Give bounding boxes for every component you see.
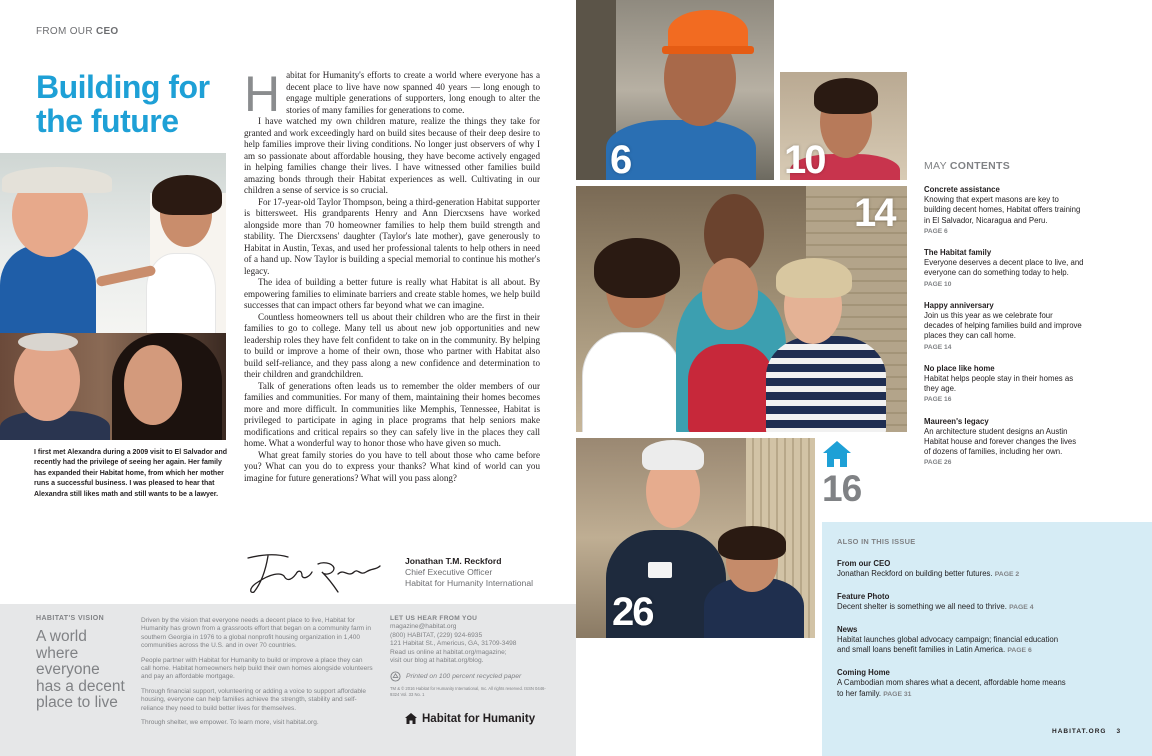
footer-site[interactable]: HABITAT.ORG: [1052, 728, 1107, 735]
page-title: Building for the future: [36, 69, 210, 139]
letter-paragraph: Habitat for Humanity's efforts to create a world where everyone has a decent place to live have now spanned 40 years — long enough to engage multiple generations of supporters, long enough to alter the stories of many families for generations to come.: [244, 66, 540, 122]
vision-label: HABITAT'S VISION: [36, 615, 105, 622]
contact-title: LET US HEAR FROM YOU: [390, 615, 478, 622]
recycled-note: Printed on 100 percent recycled paper: [390, 671, 521, 682]
legal-text: TM & © 2016 Habitat for Humanity International, Inc. All rights reserved. ISSN 0446-9324 Vol. 33 No. 1: [390, 686, 546, 697]
house-icon: [822, 440, 852, 468]
signer-name: Jonathan T.M. Reckford: [405, 556, 502, 566]
contents-item[interactable]: The Habitat family Everyone deserves a decent place to live, and everyone can do something today to help. PAGE 10: [924, 248, 1084, 288]
contents-list: [924, 185, 1084, 480]
habitat-logo: Habitat for Humanity: [404, 712, 535, 725]
letter-paragraph: I have watched my own children mature, realize the things they take for granted and work exceedingly hard on build sites because of their deep desire to help families improve their living conditions. No longer just observers of why I am so passionate about affordable housing, they have become actively engaged in helping families change their lives. I have witnessed other families build amazing bonds through their Habitat experiences as well. Cultivating in our children a sense of service is so crucial.: [244, 116, 540, 195]
also-item[interactable]: From our CEO Jonathan Reckford on building better futures. PAGE 2: [837, 559, 1020, 579]
contact-email[interactable]: magazine@habitat.org: [390, 623, 457, 631]
contents-item[interactable]: No place like home Habitat helps people stay in their homes as they age. PAGE 16: [924, 363, 1074, 404]
signer-title: Chief Executive Officer: [405, 567, 493, 577]
photo-number-6: 6: [610, 138, 631, 182]
section-label: FROM OUR CEO: [36, 26, 119, 37]
letter-paragraph: What great family stories do you have to tell about those who came before you? What can you do to express your thanks? What kind of world can you imagine for future generations? What will you pass along?: [244, 449, 540, 483]
contact-address: 121 Habitat St., Americus, GA, 31709-3498: [390, 640, 517, 648]
ceo-letter: [244, 66, 540, 484]
vision-tagline: A world where everyone has a decent place to live: [36, 628, 125, 711]
vision-paragraph: Through financial support, volunteering or adding a voice to support affordable housing, everyone can help families achieve the strength, stability and self-reliance they need to build better lives for themselves.: [141, 687, 366, 712]
also-label: ALSO IN THIS ISSUE: [837, 537, 916, 546]
letter-paragraph: Countless homeowners tell us about their children who are the first in their families to go to college. Many tell us about new job opportunities and new leadership roles they have felt confident to take on in the community. By helping to build or improve a home of their own, those who partner with Habitat also build self-reliance, and they pass along a new confidence and determination to their children and grandchildren.: [244, 311, 540, 379]
page-number-16: 16: [822, 468, 862, 509]
signature: [244, 548, 384, 596]
photo-caption: I first met Alexandra during a 2009 visit to El Salvador and recently had the privilege of seeing her again. Her family has expanded their Habitat home, from which her mother runs a successful business. I was pleased to hear that Alexandra still likes math and still wants to be a lawyer.: [34, 449, 228, 498]
contents-label: MAY CONTENTS: [924, 160, 1011, 172]
footer-page-number: 3: [1116, 728, 1122, 735]
contact-online[interactable]: Read us online at habitat.org/magazine;: [390, 648, 507, 656]
vision-paragraph: People partner with Habitat for Humanity to build or improve a place they can call home. Habitat homeowners help build their own homes alongside volunteers and pay an affordable mortgage.: [141, 656, 373, 681]
photo-mason: [576, 0, 774, 180]
vision-paragraph: Through shelter, we empower. To learn more, visit habitat.org.: [141, 719, 319, 727]
contact-block: [390, 615, 560, 665]
contact-blog[interactable]: visit our blog at habitat.org/blog.: [390, 657, 484, 665]
vision-paragraph: Driven by the vision that everyone needs a decent place to live, Habitat for Humanity has grown from a grassroots effort that began on a community farm in southern Georgia in 1976 to a global nonprofit housing organization in 1,400 communities across the U.S. and in over 70 countries.: [141, 617, 372, 650]
also-item[interactable]: Coming Home A Cambodian mom shares what a decent, affordable home means to her family. PAGE 31: [837, 667, 1066, 698]
page-footer: [1052, 728, 1121, 735]
also-list: [837, 559, 1067, 711]
letter-paragraph: Talk of generations often leads us to remember the older members of our families and communities. For many of them, maintaining their homes becomes more and more difficult. In communities like Memphis, Tennessee, Habitat is privileged to participate in aging in place programs that help seniors make modifications and critical repairs so they can safely live in the places they call home. What a wonderful way to honor those who have given so much.: [244, 380, 540, 448]
drop-cap: H: [244, 66, 281, 122]
also-item[interactable]: Feature Photo Decent shelter is something we all need to thrive. PAGE 4: [837, 591, 1034, 612]
also-item[interactable]: News Habitat launches global advocacy campaign; financial education and small loans benefit families in Latin America. PAGE 6: [837, 624, 1059, 655]
contents-item[interactable]: Maureen's legacy An architecture student designs an Austin Habitat house and forever changes the lives of dozens of families, including her own. PAGE 26: [924, 416, 1077, 467]
vision-panel: [0, 604, 576, 756]
vision-copy: [141, 617, 373, 733]
photo-ceo-selfie: [0, 333, 226, 440]
signer-block: [405, 556, 533, 589]
signer-org: Habitat for Humanity International: [405, 578, 534, 588]
also-in-this-issue-panel: [822, 522, 1152, 756]
contents-item[interactable]: Happy anniversary Join us this year as we celebrate four decades of helping families build and improve places they can call home. PAGE 14: [924, 300, 1082, 351]
photo-ceo-with-girl: [0, 153, 226, 333]
letter-paragraph: The idea of building a better future is really what Habitat is all about. By empowering families to eliminate barriers and create stable homes, we help build successes that can impact others far beyond what we can imagine.: [244, 277, 540, 310]
contents-item[interactable]: Concrete assistance Knowing that expert masons are key to building decent homes, Habitat offers training in El Salvador, Nicaragua and Peru. PAGE 6: [924, 185, 1081, 235]
recycle-icon: [390, 671, 401, 682]
photo-number-26: 26: [612, 590, 653, 634]
letter-paragraph: For 17-year-old Taylor Thompson, being a third-generation Habitat supporter is bittersweet. His grandparents Henry and Ann Diercxsens have worked alongside more than 70 homeowner families to help them build strength and stability. The Diercxsens' daughter (Taylor's late mother), gave generously to Habitat in Austin, Texas, and used her professional talents to help others in need of a hand up. Now Taylor is building a special memorial to continue his mother's legacy.: [244, 196, 540, 276]
photo-number-14: 14: [854, 191, 895, 235]
photo-number-10: 10: [784, 138, 825, 182]
contact-phone: (800) HABITAT, (229) 924-6935: [390, 631, 483, 639]
habitat-house-icon: [404, 712, 418, 725]
